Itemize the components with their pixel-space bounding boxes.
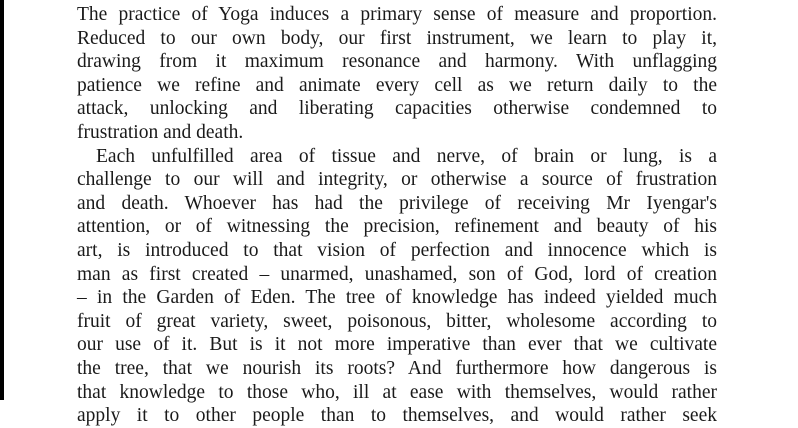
text-line-cut-off: apply it to other people than to themselves, and would rather seek <box>77 405 717 427</box>
text-line: attention, or of witnessing the precision, refinement and beauty of his <box>77 216 717 238</box>
text-line: attack, unlocking and liberating capacities otherwise condemned to <box>77 98 717 120</box>
text-line: drawing from it maximum resonance and harmony. With unflagging <box>77 51 717 73</box>
text-line: that knowledge to those who, ill at ease with themselves, would rather <box>77 381 717 403</box>
text-line: art, is introduced to that vision of perfection and innocence which is <box>77 239 717 261</box>
body-text <box>77 3 717 428</box>
text-line: frustration and death. <box>77 121 244 143</box>
text-line: Reduced to our own body, our first instrument, we learn to play it, <box>77 27 717 49</box>
text-line: fruit of great variety, sweet, poisonous, bitter, wholesome according to <box>77 310 717 332</box>
text-line: man as first created – unarmed, unashamed, son of God, lord of creation <box>77 263 717 285</box>
paragraph-2 <box>77 145 717 428</box>
page-edge-border <box>0 0 4 400</box>
text-line: and death. Whoever has had the privilege of receiving Mr Iyengar's <box>77 192 717 214</box>
text-line: patience we refine and animate every cell as we return daily to the <box>77 74 717 96</box>
text-line: Each unfulfilled area of tissue and nerve, of brain or lung, is a <box>96 145 717 167</box>
text-line: – in the Garden of Eden. The tree of knowledge has indeed yielded much <box>77 287 717 309</box>
text-line: challenge to our will and integrity, or otherwise a source of frustration <box>77 169 717 191</box>
paragraph-1 <box>77 3 717 145</box>
text-line: The practice of Yoga induces a primary sense of measure and proportion. <box>77 4 717 25</box>
text-line: the tree, that we nourish its roots? And furthermore how dangerous is <box>77 357 717 379</box>
text-line: our use of it. But is it not more imperative than ever that we cultivate <box>77 334 717 356</box>
